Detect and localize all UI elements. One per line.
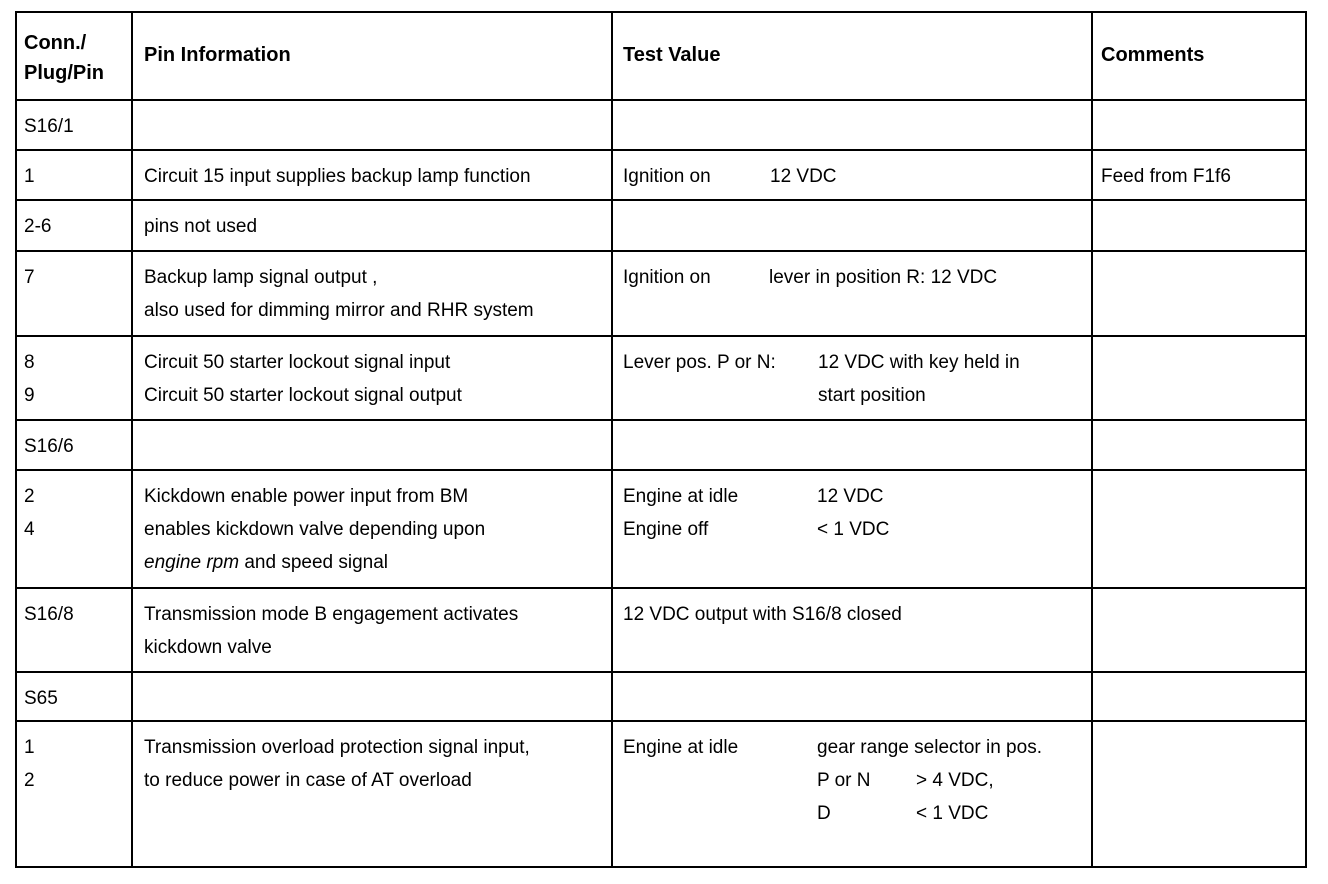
test-value-line <box>623 797 1091 830</box>
test-sub-label: P or N <box>817 770 871 791</box>
table-row <box>17 589 1307 673</box>
pin-line: 8 <box>24 352 35 373</box>
info-line: Circuit 50 starter lockout signal output <box>144 385 462 406</box>
info-line: enables kickdown valve depending upon <box>144 519 486 540</box>
info-cell <box>133 337 613 419</box>
test-sub-value: > 4 VDC, <box>916 770 994 791</box>
pin-cell: S16/6 <box>17 421 133 469</box>
pin-cell: 1 <box>17 151 133 199</box>
info-line <box>144 546 611 579</box>
table-row <box>17 722 1307 868</box>
test-value-line <box>623 346 1091 379</box>
info-cell: pins not used <box>133 201 613 250</box>
test-condition: Ignition on <box>623 267 711 288</box>
info-line: Transmission mode B engagement activates <box>144 604 519 625</box>
test-condition: Lever pos. P or N: <box>623 352 776 373</box>
comment-cell <box>1093 722 1307 866</box>
header-plug-pin-label: Plug/Pin <box>24 62 104 84</box>
test-value-line <box>623 764 1091 797</box>
pin-cell: 2-6 <box>17 201 133 250</box>
comment-cell <box>1093 589 1307 671</box>
test-value-line <box>623 480 1091 513</box>
table-row <box>17 471 1307 589</box>
test-value-cell <box>613 101 1093 149</box>
table-row <box>17 673 1307 722</box>
info-line: Backup lamp signal output , <box>144 267 378 288</box>
test-value-cell <box>613 151 1093 199</box>
pin-line: 9 <box>24 385 35 406</box>
header-comments: Comments <box>1093 13 1307 99</box>
test-value-cell <box>613 337 1093 419</box>
info-line: to reduce power in case of AT overload <box>144 770 472 791</box>
info-cell <box>133 252 613 335</box>
info-cell <box>133 673 613 720</box>
test-sub-value: < 1 VDC <box>916 803 989 824</box>
pin-cell <box>17 722 133 866</box>
comment-cell <box>1093 673 1307 720</box>
info-line: also used for dimming mirror and RHR system <box>144 300 534 321</box>
pin-line: 4 <box>24 519 35 540</box>
test-value-cell <box>613 421 1093 469</box>
pin-cell <box>17 471 133 587</box>
table-row <box>17 337 1307 421</box>
info-line: kickdown valve <box>144 637 272 658</box>
test-value-line <box>623 160 1091 193</box>
test-value: lever in position R: 12 VDC <box>769 267 998 288</box>
table-row <box>17 101 1307 151</box>
info-cell <box>133 421 613 469</box>
test-condition: Engine at idle <box>623 737 739 758</box>
info-cell <box>133 101 613 149</box>
info-cell: Circuit 15 input supplies backup lamp function <box>133 151 613 199</box>
pin-cell: 7 <box>17 252 133 335</box>
pin-line: 2 <box>24 770 35 791</box>
test-condition: Ignition on <box>623 166 711 187</box>
comment-cell <box>1093 421 1307 469</box>
info-cell <box>133 471 613 587</box>
comment-cell <box>1093 201 1307 250</box>
header-pin-information: Pin Information <box>133 13 613 99</box>
table-header-row <box>17 13 1307 101</box>
test-value: < 1 VDC <box>817 519 890 540</box>
test-value-cell <box>613 471 1093 587</box>
info-line: Kickdown enable power input from BM <box>144 486 469 507</box>
pin-cell <box>17 337 133 419</box>
info-line: Circuit 50 starter lockout signal input <box>144 352 451 373</box>
test-condition: Engine off <box>623 519 709 540</box>
test-value-line <box>623 731 1091 764</box>
test-value-line <box>623 379 1091 412</box>
pin-line: 1 <box>24 737 35 758</box>
table-row <box>17 421 1307 471</box>
comment-cell <box>1093 101 1307 149</box>
comment-cell <box>1093 471 1307 587</box>
pin-cell: S65 <box>17 673 133 720</box>
pin-line: 2 <box>24 486 35 507</box>
info-cell <box>133 722 613 866</box>
pin-test-table <box>15 11 1307 868</box>
test-value-line <box>623 261 1091 294</box>
header-conn-label: Conn./ <box>24 32 87 54</box>
header-conn-plug-pin <box>17 13 133 99</box>
pin-cell: S16/1 <box>17 101 133 149</box>
table-row <box>17 201 1307 252</box>
test-value: start position <box>818 385 926 406</box>
table-row <box>17 151 1307 201</box>
info-italic-text: engine rpm <box>144 552 240 573</box>
pin-cell: S16/8 <box>17 589 133 671</box>
test-value-cell <box>613 722 1093 866</box>
test-value: gear range selector in pos. <box>817 737 1042 758</box>
test-value-cell <box>613 673 1093 720</box>
test-value-cell: 12 VDC output with S16/8 closed <box>613 589 1093 671</box>
test-value: 12 VDC <box>817 486 884 507</box>
test-condition: Engine at idle <box>623 486 739 507</box>
comment-cell <box>1093 252 1307 335</box>
test-value-cell <box>613 252 1093 335</box>
test-value-cell <box>613 201 1093 250</box>
test-value-line <box>623 513 1091 546</box>
info-text: and speed signal <box>239 552 389 573</box>
info-cell <box>133 589 613 671</box>
test-value: 12 VDC <box>770 166 837 187</box>
comment-cell: Feed from F1f6 <box>1093 151 1307 199</box>
comment-cell <box>1093 337 1307 419</box>
header-test-value: Test Value <box>613 13 1093 99</box>
table-row <box>17 252 1307 337</box>
test-value: 12 VDC with key held in <box>818 352 1020 373</box>
test-sub-label: D <box>817 803 831 824</box>
info-line: Transmission overload protection signal input, <box>144 737 530 758</box>
